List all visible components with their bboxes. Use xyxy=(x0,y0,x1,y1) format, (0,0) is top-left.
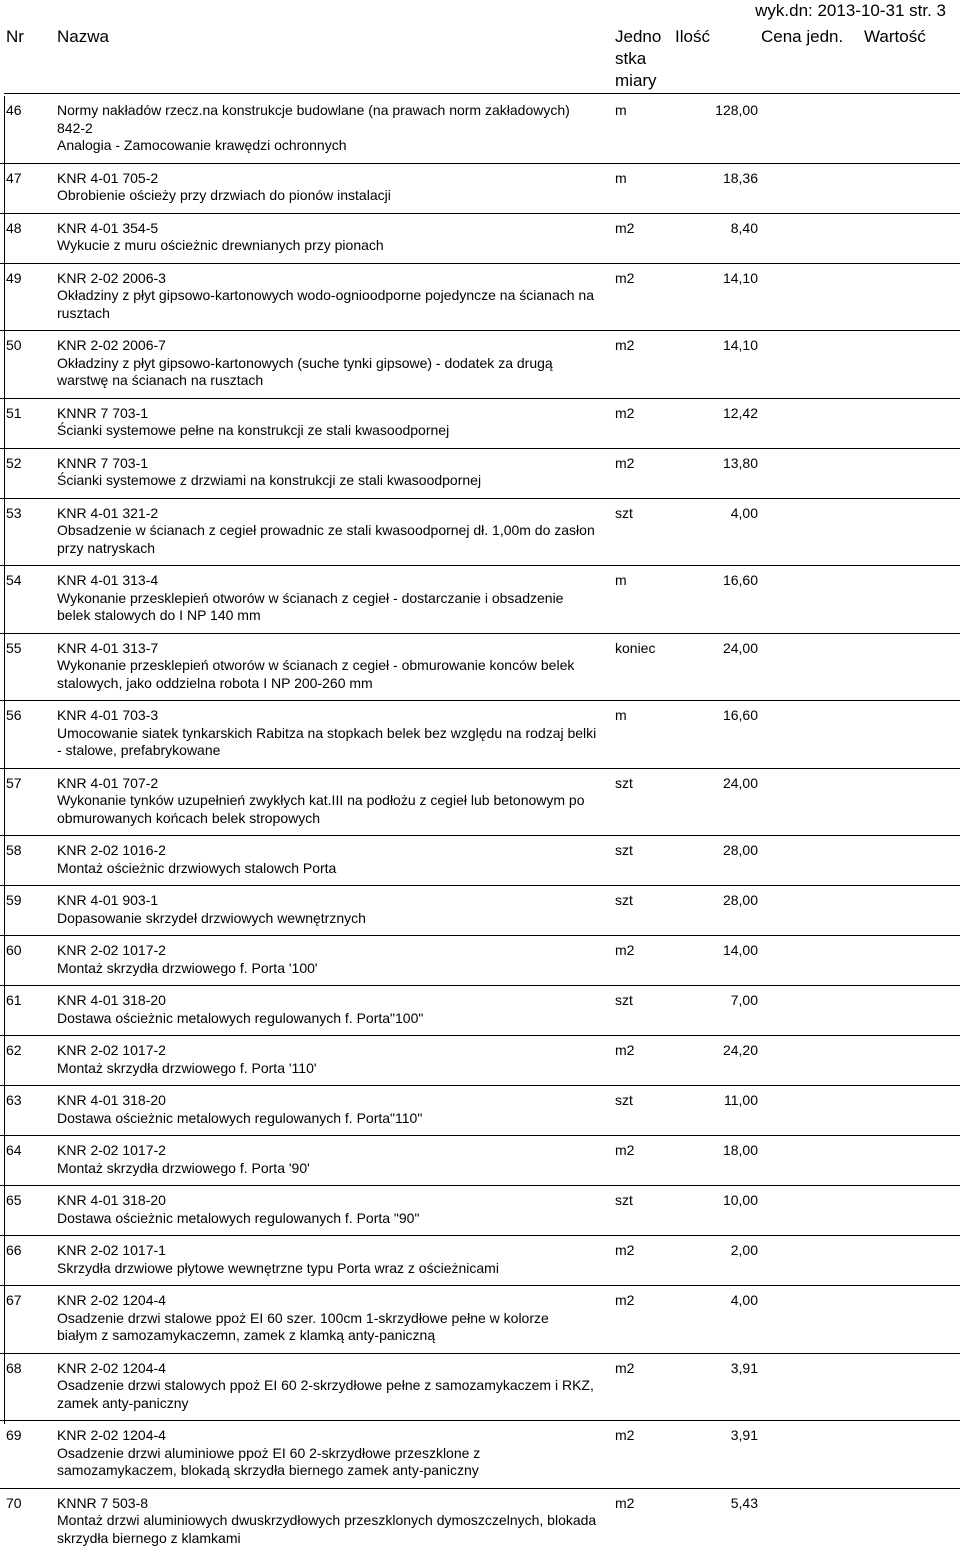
row-description-line: Montaż drzwi aluminiowych dwuskrzydłowych przeszklonych dymoszczelnych, blokada xyxy=(57,1512,617,1530)
row-description xyxy=(57,337,617,390)
row-quantity: 28,00 xyxy=(680,892,758,910)
row-description-line: Dopasowanie skrzydeł drzwiowych wewnętrznych xyxy=(57,910,617,928)
row-number: 51 xyxy=(6,405,22,423)
row-description xyxy=(57,1360,617,1413)
row-quantity: 4,00 xyxy=(680,505,758,523)
row-description-line: przy natryskach xyxy=(57,540,617,558)
table-row xyxy=(0,634,960,702)
row-number: 53 xyxy=(6,505,22,523)
row-description-line: KNR 2-02 1017-2 xyxy=(57,1142,617,1160)
row-description-line: Montaż ościeżnic drzwiowych stalowch Porta xyxy=(57,860,617,878)
row-number: 59 xyxy=(6,892,22,910)
row-unit: m xyxy=(615,707,627,725)
row-quantity: 14,10 xyxy=(680,270,758,288)
row-description-line: Okładziny z płyt gipsowo-kartonowych wodo-ognioodporne pojedyncze na ścianach na xyxy=(57,287,617,305)
row-unit: szt xyxy=(615,775,633,793)
row-description-line: KNR 2-02 1016-2 xyxy=(57,842,617,860)
row-quantity: 8,40 xyxy=(680,220,758,238)
row-description xyxy=(57,455,617,490)
row-number: 55 xyxy=(6,640,22,658)
row-description-line: KNR 4-01 318-20 xyxy=(57,992,617,1010)
row-description xyxy=(57,1092,617,1127)
row-quantity: 14,00 xyxy=(680,942,758,960)
row-description xyxy=(57,505,617,558)
row-quantity: 16,60 xyxy=(680,707,758,725)
row-description-line: KNR 4-01 705-2 xyxy=(57,170,617,188)
row-description xyxy=(57,942,617,977)
row-description-line: obmurowanych końcach belek stropowych xyxy=(57,810,617,828)
row-number: 67 xyxy=(6,1292,22,1310)
row-number: 70 xyxy=(6,1495,22,1513)
row-unit: szt xyxy=(615,1092,633,1110)
table-row xyxy=(0,566,960,634)
row-number: 47 xyxy=(6,170,22,188)
header-jednostka-line: stka xyxy=(615,48,675,70)
header-cena: Cena jedn. xyxy=(761,26,843,48)
table-row xyxy=(0,264,960,332)
row-unit: szt xyxy=(615,505,633,523)
row-description xyxy=(57,170,617,205)
row-description-line: Ścianki systemowe z drzwiami na konstrukcji ze stali kwasoodpornej xyxy=(57,472,617,490)
row-description xyxy=(57,1427,617,1480)
row-unit: m2 xyxy=(615,1427,634,1445)
table-row xyxy=(0,1186,960,1236)
row-description-line: Skrzydła drzwiowe płytowe wewnętrzne typu Porta wraz z ościeżnicami xyxy=(57,1260,617,1278)
row-number: 62 xyxy=(6,1042,22,1060)
row-description xyxy=(57,992,617,1027)
row-number: 60 xyxy=(6,942,22,960)
row-quantity: 128,00 xyxy=(680,102,758,120)
table-row xyxy=(0,1236,960,1286)
page-meta: wyk.dn: 2013-10-31 str. 3 xyxy=(755,0,946,22)
table-header xyxy=(0,26,960,94)
row-description xyxy=(57,1495,617,1548)
row-unit: m2 xyxy=(615,1242,634,1260)
row-number: 46 xyxy=(6,102,22,120)
row-description-line: Montaż skrzydła drzwiowego f. Porta '110' xyxy=(57,1060,617,1078)
row-unit: szt xyxy=(615,892,633,910)
table-row xyxy=(0,96,960,164)
row-number: 49 xyxy=(6,270,22,288)
row-description-line: Osadzenie drzwi stalowe ppoż EI 60 szer. 100cm 1-skrzydłowe pełne w kolorze xyxy=(57,1310,617,1328)
table-row xyxy=(0,1421,960,1489)
header-wartosc: Wartość xyxy=(864,26,926,48)
row-description-line: KNR 4-01 318-20 xyxy=(57,1092,617,1110)
row-unit: m2 xyxy=(615,1360,634,1378)
row-number: 64 xyxy=(6,1142,22,1160)
row-quantity: 18,36 xyxy=(680,170,758,188)
row-quantity: 3,91 xyxy=(680,1427,758,1445)
row-description-line: KNR 2-02 2006-3 xyxy=(57,270,617,288)
row-description-line: KNNR 7 703-1 xyxy=(57,405,617,423)
row-description-line: KNR 4-01 321-2 xyxy=(57,505,617,523)
table-row xyxy=(0,701,960,769)
row-description-line: KNR 4-01 313-4 xyxy=(57,572,617,590)
table-row xyxy=(0,1086,960,1136)
table-row xyxy=(0,936,960,986)
row-number: 57 xyxy=(6,775,22,793)
table-row xyxy=(0,886,960,936)
row-description-line: Analogia - Zamocowanie krawędzi ochronnych xyxy=(57,137,617,155)
row-description xyxy=(57,707,617,760)
header-nazwa: Nazwa xyxy=(57,26,109,48)
table-row xyxy=(0,1136,960,1186)
row-description xyxy=(57,1192,617,1227)
table-row xyxy=(0,1036,960,1086)
row-description-line: KNR 2-02 1017-1 xyxy=(57,1242,617,1260)
header-jednostka-line: Jedno xyxy=(615,26,675,48)
row-description-line: KNNR 7 703-1 xyxy=(57,455,617,473)
row-description-line: KNR 4-01 318-20 xyxy=(57,1192,617,1210)
row-quantity: 16,60 xyxy=(680,572,758,590)
row-quantity: 14,10 xyxy=(680,337,758,355)
row-description xyxy=(57,1292,617,1345)
row-number: 66 xyxy=(6,1242,22,1260)
cost-table-body xyxy=(0,96,960,1555)
row-number: 58 xyxy=(6,842,22,860)
row-number: 63 xyxy=(6,1092,22,1110)
table-row xyxy=(0,214,960,264)
row-unit: szt xyxy=(615,1192,633,1210)
row-description-line: KNR 4-01 354-5 xyxy=(57,220,617,238)
row-number: 52 xyxy=(6,455,22,473)
table-row xyxy=(0,1489,960,1555)
row-quantity: 11,00 xyxy=(680,1092,758,1110)
row-quantity: 13,80 xyxy=(680,455,758,473)
row-description-line: KNR 2-02 1204-4 xyxy=(57,1360,617,1378)
table-row xyxy=(0,399,960,449)
row-description-line: 842-2 xyxy=(57,120,617,138)
row-description xyxy=(57,640,617,693)
row-unit: m xyxy=(615,102,627,120)
row-description-line: KNR 2-02 1204-4 xyxy=(57,1292,617,1310)
row-description-line: KNR 4-01 903-1 xyxy=(57,892,617,910)
row-unit: m2 xyxy=(615,942,634,960)
row-unit: m2 xyxy=(615,1495,634,1513)
row-description xyxy=(57,1142,617,1177)
row-unit: m2 xyxy=(615,337,634,355)
row-unit: m2 xyxy=(615,270,634,288)
row-description-line: KNR 2-02 2006-7 xyxy=(57,337,617,355)
row-description-line: Umocowanie siatek tynkarskich Rabitza na stopkach belek bez względu na rodzaj belki xyxy=(57,725,617,743)
row-description-line: Dostawa ościeżnic metalowych regulowanych f. Porta"100" xyxy=(57,1010,617,1028)
row-number: 50 xyxy=(6,337,22,355)
header-jednostka-line: miary xyxy=(615,70,675,92)
row-number: 61 xyxy=(6,992,22,1010)
row-unit: m2 xyxy=(615,220,634,238)
row-description-line: Dostawa ościeżnic metalowych regulowanych f. Porta"110" xyxy=(57,1110,617,1128)
row-description-line: białym z samozamykaczemn, zamek z klamką anty-paniczną xyxy=(57,1327,617,1345)
header-divider xyxy=(4,93,960,94)
row-description-line: Obsadzenie w ścianach z cegieł prowadnic ze stali kwasoodpornej dł. 1,00m do zasłon xyxy=(57,522,617,540)
row-quantity: 4,00 xyxy=(680,1292,758,1310)
row-number: 54 xyxy=(6,572,22,590)
row-unit: koniec xyxy=(615,640,655,658)
row-description-line: rusztach xyxy=(57,305,617,323)
row-unit: m xyxy=(615,572,627,590)
row-description-line: Montaż skrzydła drzwiowego f. Porta '90' xyxy=(57,1160,617,1178)
row-quantity: 12,42 xyxy=(680,405,758,423)
row-description xyxy=(57,270,617,323)
row-description-line: Obrobienie ościeży przy drzwiach do pionów instalacji xyxy=(57,187,617,205)
table-row xyxy=(0,986,960,1036)
row-description xyxy=(57,842,617,877)
row-quantity: 24,00 xyxy=(680,640,758,658)
row-unit: szt xyxy=(615,992,633,1010)
row-description-line: samozamykaczem, blokadą skrzydła biernego zamek anty-paniczny xyxy=(57,1462,617,1480)
table-row xyxy=(0,164,960,214)
header-ilosc: Ilość xyxy=(675,26,710,48)
row-description-line: Wykonanie przesklepień otworów w ścianach z cegieł - dostarczanie i obsadzenie xyxy=(57,590,617,608)
row-unit: szt xyxy=(615,842,633,860)
row-description-line: Ścianki systemowe pełne na konstrukcji ze stali kwasoodpornej xyxy=(57,422,617,440)
row-unit: m2 xyxy=(615,1042,634,1060)
row-quantity: 10,00 xyxy=(680,1192,758,1210)
row-description xyxy=(57,1042,617,1077)
row-quantity: 5,43 xyxy=(680,1495,758,1513)
table-row xyxy=(0,1286,960,1354)
row-number: 68 xyxy=(6,1360,22,1378)
row-quantity: 2,00 xyxy=(680,1242,758,1260)
header-nr: Nr xyxy=(6,26,24,48)
row-description xyxy=(57,220,617,255)
row-description-line: Osadzenie drzwi aluminiowe ppoż EI 60 2-skrzydłowe przeszklone z xyxy=(57,1445,617,1463)
row-description-line: belek stalowych do I NP 140 mm xyxy=(57,607,617,625)
row-description xyxy=(57,775,617,828)
row-description xyxy=(57,572,617,625)
row-description-line: warstwę na ścianach na rusztach xyxy=(57,372,617,390)
row-description-line: Normy nakładów rzecz.na konstrukcje budowlane (na prawach norm zakładowych) xyxy=(57,102,617,120)
row-unit: m xyxy=(615,170,627,188)
row-quantity: 7,00 xyxy=(680,992,758,1010)
row-description-line: Montaż skrzydła drzwiowego f. Porta '100' xyxy=(57,960,617,978)
row-description xyxy=(57,102,617,155)
row-number: 56 xyxy=(6,707,22,725)
row-description-line: KNR 4-01 703-3 xyxy=(57,707,617,725)
row-number: 65 xyxy=(6,1192,22,1210)
row-description-line: KNR 2-02 1204-4 xyxy=(57,1427,617,1445)
table-row xyxy=(0,331,960,399)
row-unit: m2 xyxy=(615,1142,634,1160)
row-description-line: KNR 2-02 1017-2 xyxy=(57,1042,617,1060)
table-row xyxy=(0,836,960,886)
table-row xyxy=(0,499,960,567)
row-unit: m2 xyxy=(615,455,634,473)
table-row xyxy=(0,449,960,499)
row-description-line: stalowych, jako oddzielna robota I NP 200-260 mm xyxy=(57,675,617,693)
row-description-line: zamek anty-paniczny xyxy=(57,1395,617,1413)
row-quantity: 3,91 xyxy=(680,1360,758,1378)
row-description-line: Dostawa ościeżnic metalowych regulowanych f. Porta "90" xyxy=(57,1210,617,1228)
row-description-line: Okładziny z płyt gipsowo-kartonowych (suche tynki gipsowe) - dodatek za drugą xyxy=(57,355,617,373)
row-description-line: skrzydła biernego z klamkami xyxy=(57,1530,617,1548)
row-description xyxy=(57,405,617,440)
row-unit: m2 xyxy=(615,1292,634,1310)
row-description-line: KNR 4-01 313-7 xyxy=(57,640,617,658)
row-description xyxy=(57,1242,617,1277)
row-description-line: KNNR 7 503-8 xyxy=(57,1495,617,1513)
row-description-line: Osadzenie drzwi stalowych ppoż EI 60 2-skrzydłowe pełne z samozamykaczem i RKZ, xyxy=(57,1377,617,1395)
row-number: 48 xyxy=(6,220,22,238)
row-description-line: Wykonanie przesklepień otworów w ścianach z cegieł - obmurowanie konców belek xyxy=(57,657,617,675)
row-description-line: KNR 2-02 1017-2 xyxy=(57,942,617,960)
row-description-line: KNR 4-01 707-2 xyxy=(57,775,617,793)
row-quantity: 24,00 xyxy=(680,775,758,793)
table-row xyxy=(0,769,960,837)
row-description xyxy=(57,892,617,927)
row-quantity: 28,00 xyxy=(680,842,758,860)
header-jednostka xyxy=(615,26,675,92)
row-description-line: - stalowe, prefabrykowane xyxy=(57,742,617,760)
row-description-line: Wykonanie tynków uzupełnień zwykłych kat.III na podłożu z cegieł lub betonowym po xyxy=(57,792,617,810)
row-quantity: 24,20 xyxy=(680,1042,758,1060)
row-description-line: Wykucie z muru ościeżnic drewnianych przy pionach xyxy=(57,237,617,255)
row-number: 69 xyxy=(6,1427,22,1445)
row-quantity: 18,00 xyxy=(680,1142,758,1160)
row-unit: m2 xyxy=(615,405,634,423)
table-row xyxy=(0,1354,960,1422)
